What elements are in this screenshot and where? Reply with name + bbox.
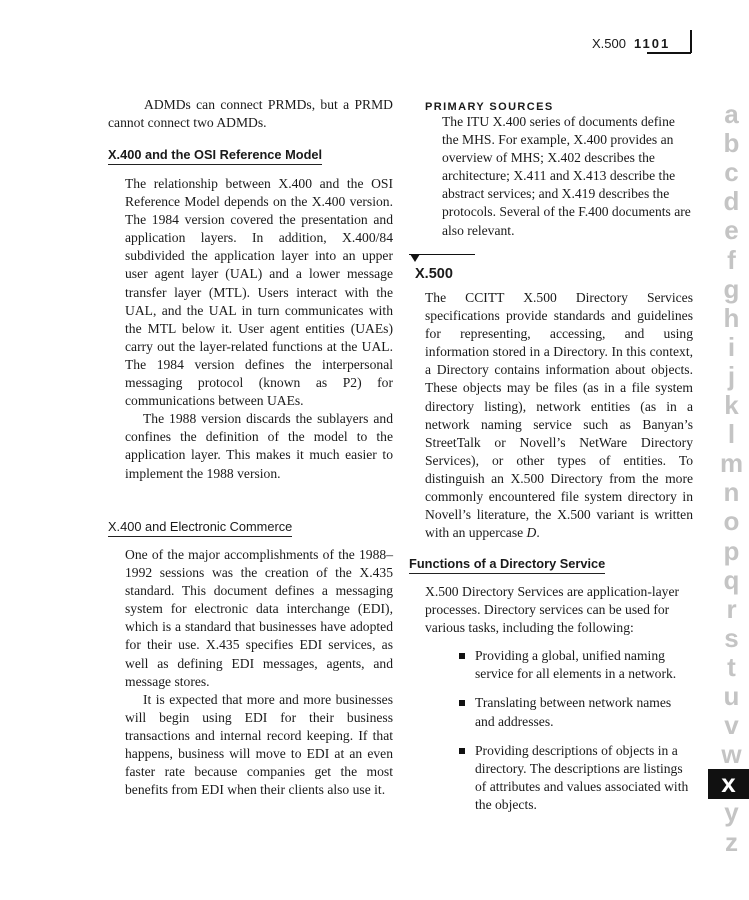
thumb-letter-n: n — [723, 477, 740, 508]
primary-sources-heading: PRIMARY SOURCES — [425, 101, 554, 113]
header-rule — [647, 52, 691, 54]
section-osi-body — [125, 175, 393, 483]
x500-body — [425, 289, 693, 542]
list-item-text: Translating between network names and addresses. — [475, 695, 672, 729]
thumb-letter-b: b — [723, 128, 740, 159]
thumb-letter-s: s — [724, 622, 739, 653]
osi-paragraph-1: The relationship between X.400 and the OSI Reference Model depends on the X.400 version. The 1984 version covered the presentation and application layers. In addition, X.400/84 subdivided the application layer into an upper user agent layer (UAL) and a lower message transfer layer (MTL). Users interact with the UAL, and the UAL in turn communicates with the MTL below it. User agent entities (UAEs) carry out the layer-related functions at the UAL. The 1984 version defines the interpersonal messaging protocol (known as P2) for communications between UAEs. — [125, 176, 393, 409]
thumb-letter-m: m — [719, 448, 744, 479]
thumb-letter-f: f — [727, 244, 736, 275]
thumb-letter-e: e — [724, 215, 739, 246]
functions-paragraph: X.500 Directory Services are application-layer processes. Directory services can be used for various tasks, including the following: — [425, 584, 680, 636]
bullet-square-icon — [459, 748, 465, 754]
x500-text-end: . — [536, 525, 540, 541]
intro-text: ADMDs can connect PRMDs, but a PRMD cannot connect two ADMDs. — [108, 97, 393, 131]
heading-osi: X.400 and the OSI Reference Model — [108, 147, 322, 165]
thumb-letter-g: g — [723, 273, 740, 304]
x500-text-emphasis: D — [526, 525, 537, 541]
x500-paragraph — [425, 289, 693, 542]
thumb-letter-k: k — [724, 390, 739, 420]
thumb-letter-t: t — [727, 651, 736, 682]
osi-paragraph-2: The 1988 version discards the sublayers and confines the definition of the model to the application layer. This makes it much easier to implement the 1988 version. — [125, 411, 393, 481]
section-marker-triangle — [410, 254, 420, 262]
thumb-letter-u: u — [723, 681, 740, 711]
section-ecommerce-body — [125, 546, 393, 799]
list-item — [425, 742, 693, 814]
x500-heading-block — [415, 265, 453, 283]
thumb-letter-a: a — [724, 99, 739, 129]
functions-body — [425, 583, 693, 825]
thumb-letter-z: z — [725, 826, 738, 857]
thumb-letter-c: c — [724, 157, 739, 188]
list-item-text: Providing a global, unified naming service for all elements in a network. — [475, 648, 677, 682]
thumb-letter-o: o — [723, 506, 740, 537]
functions-list — [425, 647, 693, 814]
primary-sources-body — [442, 113, 694, 240]
thumb-letter-x: x — [708, 769, 749, 799]
page-number: 1101 — [633, 36, 671, 51]
intro-paragraph — [108, 96, 393, 132]
ecommerce-paragraph-1: One of the major accomplishments of the 1988–1992 sessions was the creation of the X.435 standard. This document defines a messaging system for electronic data interchange (EDI), which is a standard that businesses have adopted for their use. X.435 specifies EDI services, as well as defining EDI messages, agents, and message stores. — [125, 547, 393, 689]
thumb-letter-v: v — [724, 710, 739, 741]
bullet-square-icon — [459, 653, 465, 659]
thumb-letter-i: i — [727, 331, 736, 362]
primary-sources-text: The ITU X.400 series of documents define the MHS. For example, X.400 provides an overview of MHS; X.402 describes the architecture; X.411 and X.413 describe the abstract services; and X.419 describes the protocols. Several of the F.400 documents are also relevant. — [442, 114, 691, 238]
thumb-letter-w: w — [721, 739, 742, 770]
thumb-letter-y: y — [724, 797, 739, 828]
thumb-letter-r: r — [726, 593, 737, 624]
thumb-letter-h: h — [723, 302, 740, 333]
list-item — [425, 647, 693, 683]
thumb-letter-p: p — [723, 535, 740, 566]
section-osi — [108, 146, 322, 165]
thumb-letter-q: q — [723, 564, 740, 595]
ecommerce-paragraph-2: It is expected that more and more businesses will begin using EDI for their business transactions and internal record keeping. If that happens, business will move to EDI at an even faster rate because companies get the most benefits from EDI when their clients also use it. — [125, 691, 393, 798]
list-item — [425, 694, 693, 730]
functions-heading: Functions of a Directory Service — [409, 556, 605, 574]
section-ecommerce — [108, 518, 292, 537]
functions-heading-block — [409, 555, 605, 574]
thumb-letter-l: l — [727, 419, 736, 450]
list-item-text: Providing descriptions of objects in a directory. The descriptions are listings of attributes and values associated with the objects. — [475, 742, 689, 812]
x500-text: The CCITT X.500 Directory Services specifications provide standards and guidelines for representing, accessing, and using information stored in a Directory. In this context, a Directory contains information about objects. These objects may be files (as in a file system directory listing), network entities (as in a network naming service such as Banyan’s StreetTalk or Novell’s NetWare Directory Services), or other types of entities. To distinguish an X.500 Directory from the more commonly encountered file system directory in Novell’s literature, the X.500 variant is written with an uppercase — [425, 290, 693, 541]
header-vertical-rule — [690, 30, 692, 53]
thumb-letter-j: j — [727, 360, 736, 391]
thumb-letter-d: d — [723, 186, 740, 217]
header-title: X.500 — [592, 36, 626, 51]
running-header — [592, 36, 670, 52]
heading-ecommerce: X.400 and Electronic Commerce — [108, 519, 292, 537]
bullet-square-icon — [459, 700, 465, 706]
x500-heading: X.500 — [415, 266, 453, 282]
